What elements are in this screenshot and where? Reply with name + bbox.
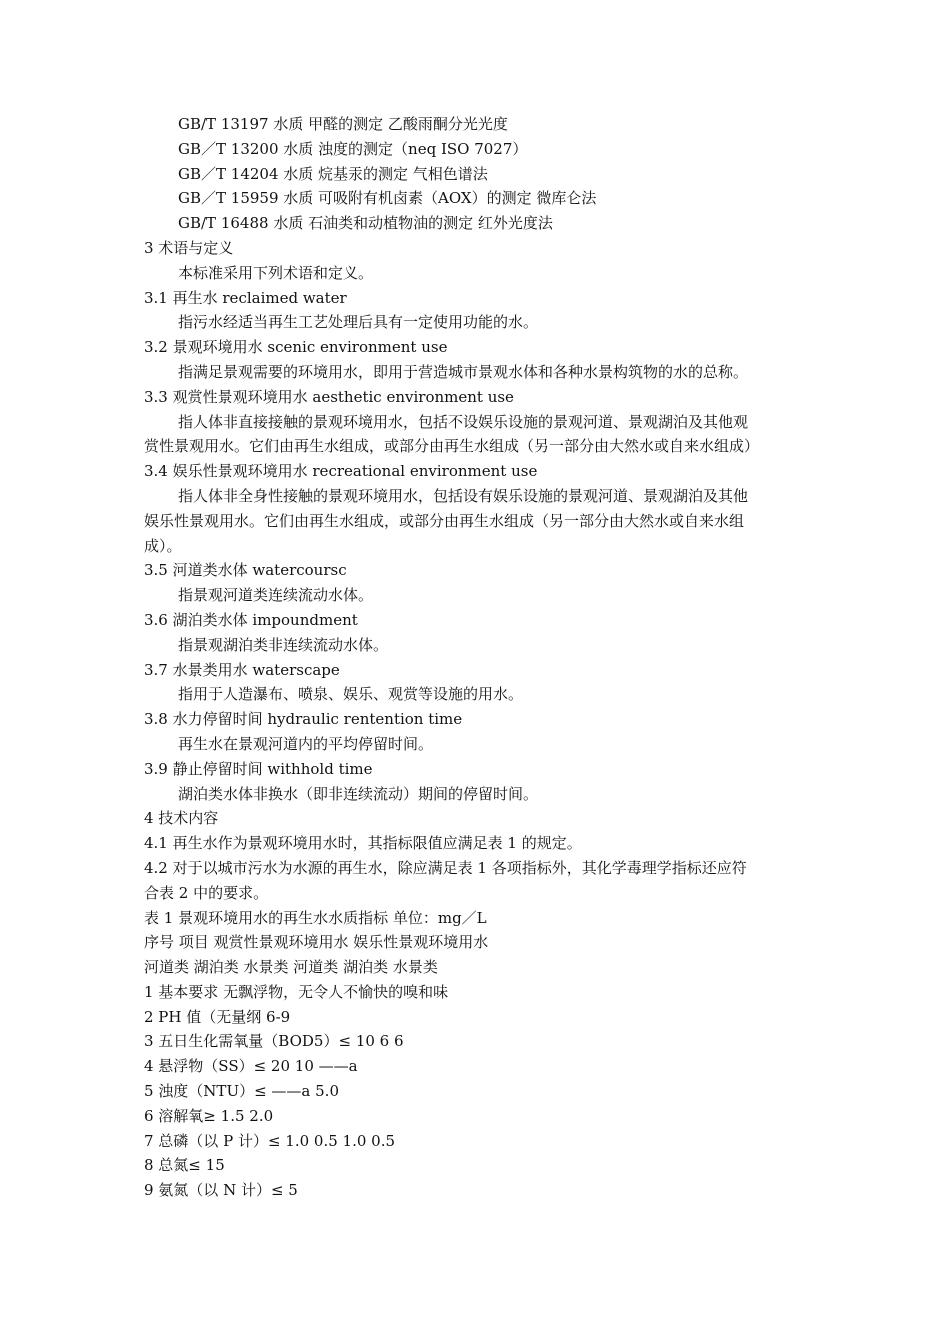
paragraph: 合表 2 中的要求。	[144, 883, 269, 902]
section-heading: 4 技术内容	[144, 809, 219, 828]
reference-item: GB／T 15959 水质 可吸附有机卤素（AOX）的测定 微库仑法	[178, 189, 597, 208]
term-3-2	[0, 335, 950, 385]
table-row: 9 氨氮（以 N 计）≤ 5	[144, 1181, 298, 1200]
term-3-8	[0, 707, 950, 757]
reference-list	[0, 112, 950, 236]
section-heading: 3 术语与定义	[144, 238, 234, 257]
table-row: 6 溶解氧≥ 1.5 2.0	[144, 1106, 274, 1125]
table-row: 5 浊度（NTU）≤ ——a 5.0	[144, 1082, 339, 1101]
term-heading: 3.5 河道类水体 watercoursc	[144, 561, 347, 580]
term-heading: 3.4 娱乐性景观环境用水 recreational environment use	[144, 462, 538, 481]
reference-item: GB/T 16488 水质 石油类和动植物油的测定 红外光度法	[178, 214, 553, 233]
term-heading: 3.3 观赏性景观环境用水 aesthetic environment use	[144, 387, 514, 406]
term-definition: 指景观河道类连续流动水体。	[178, 586, 374, 605]
term-definition: 指用于人造瀑布、喷泉、娱乐、观赏等设施的用水。	[178, 685, 524, 704]
term-definition: 指人体非全身性接触的景观环境用水，包括设有娱乐设施的景观河道、景观湖泊及其他	[178, 486, 749, 505]
term-3-9	[0, 757, 950, 807]
paragraph: 4.2 对于以城市污水为水源的再生水，除应满足表 1 各项指标外，其化学毒理学指标还应符	[144, 858, 747, 877]
term-definition: 赏性景观用水。它们由再生水组成，或部分由再生水组成（另一部分由大然水或自来水组成）	[144, 437, 760, 456]
document-page	[0, 112, 950, 1203]
term-3-1	[0, 286, 950, 336]
term-heading: 3.8 水力停留时间 hydraulic rentention time	[144, 710, 463, 729]
table-row: 4 悬浮物（SS）≤ 20 10 ——a	[144, 1057, 358, 1076]
term-heading: 3.9 静止停留时间 withhold time	[144, 759, 373, 778]
term-definition: 再生水在景观河道内的平均停留时间。	[178, 734, 434, 753]
term-heading: 3.6 湖泊类水体 impoundment	[144, 610, 358, 629]
table-row: 3 五日生化需氧量（BOD5）≤ 10 6 6	[144, 1032, 404, 1051]
term-3-4	[0, 459, 950, 558]
term-definition: 成）。	[144, 536, 182, 555]
table-title: 表 1 景观环境用水的再生水水质指标 单位：mg／L	[144, 908, 487, 927]
reference-item: GB/T 13197 水质 甲醛的测定 乙酸雨酮分光光度	[178, 115, 508, 133]
term-definition: 指人体非直接接触的景观环境用水，包括不设娱乐设施的景观河道、景观湖泊及其他观	[178, 412, 749, 431]
table-header: 序号 项目 观赏性景观环境用水 娱乐性景观环境用水	[144, 933, 489, 952]
table-row: 8 总氮≤ 15	[144, 1156, 225, 1175]
term-definition: 指景观湖泊类非连续流动水体。	[178, 635, 389, 654]
reference-item: GB／T 14204 水质 烷基汞的测定 气相色谱法	[178, 164, 488, 183]
table-row: 7 总磷（以 P 计）≤ 1.0 0.5 1.0 0.5	[144, 1131, 396, 1150]
term-definition: 湖泊类水体非换水（即非连续流动）期间的停留时间。	[178, 784, 539, 803]
reference-item: GB／T 13200 水质 浊度的测定（neq ISO 7027）	[178, 139, 528, 158]
term-3-3	[0, 385, 950, 459]
table-1	[0, 906, 950, 1204]
term-3-6	[0, 608, 950, 658]
term-definition: 娱乐性景观用水。它们由再生水组成，或部分由再生水组成（另一部分由大然水或自来水组	[144, 511, 745, 530]
table-row: 1 基本要求 无飘浮物，无令人不愉快的嗅和味	[144, 982, 449, 1001]
term-definition: 指满足景观需要的环境用水，即用于营造城市景观水体和各种水景构筑物的水的总称。	[178, 362, 749, 381]
table-header: 河道类 湖泊类 水景类 河道类 湖泊类 水景类	[144, 958, 438, 977]
paragraph: 4.1 再生水作为景观环境用水时，其指标限值应满足表 1 的规定。	[144, 834, 582, 853]
term-heading: 3.2 景观环境用水 scenic environment use	[144, 338, 448, 357]
term-3-5	[0, 558, 950, 608]
term-3-7	[0, 658, 950, 708]
term-heading: 3.7 水景类用水 waterscape	[144, 660, 340, 679]
table-row: 2 PH 值（无量纲 6-9	[144, 1007, 291, 1026]
term-definition: 指污水经适当再生工艺处理后具有一定使用功能的水。	[178, 313, 539, 332]
term-heading: 3.1 再生水 reclaimed water	[144, 288, 347, 307]
section-intro: 本标准采用下列术语和定义。	[178, 263, 374, 282]
